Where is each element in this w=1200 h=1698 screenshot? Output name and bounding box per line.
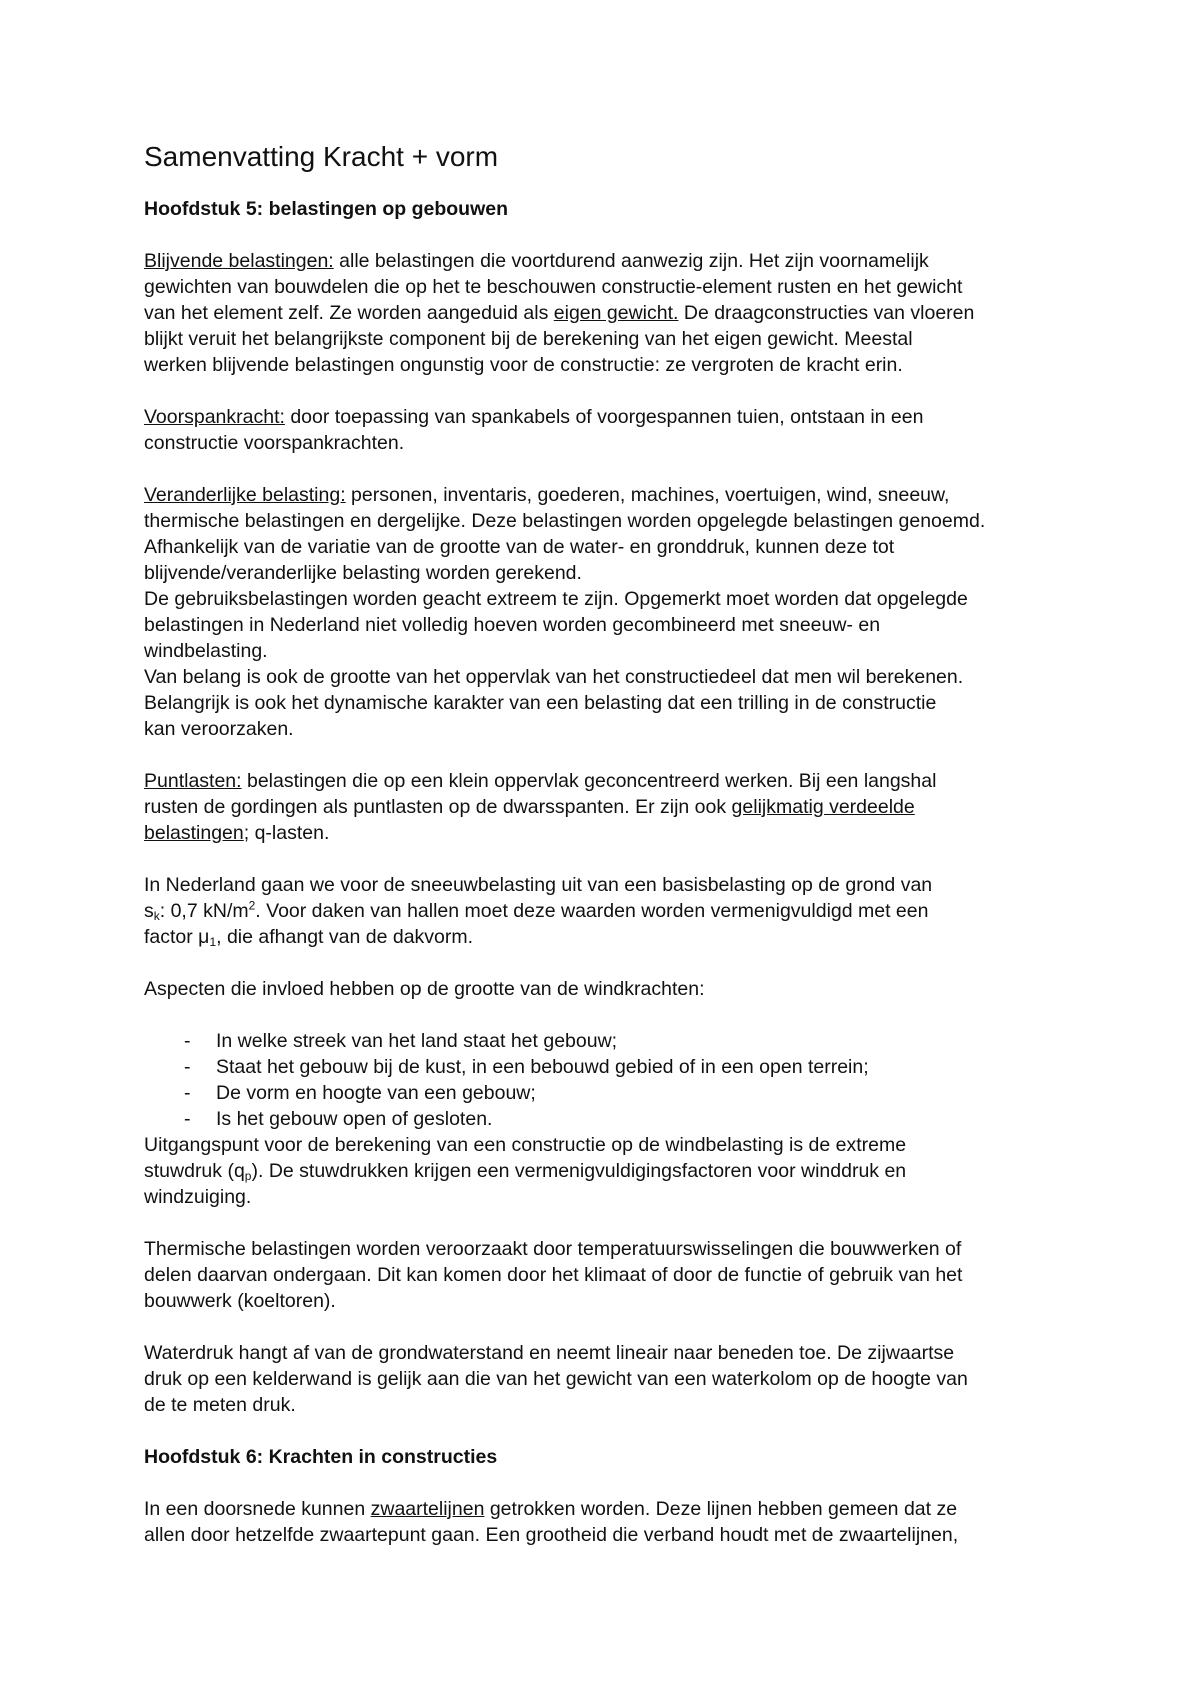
text-line: [144, 248, 1064, 274]
text-line: [144, 768, 1064, 794]
text-line: Thermische belastingen worden veroorzaakt door temperatuurswisselingen die bouwwerken of: [144, 1238, 962, 1260]
subscript: p: [244, 1169, 252, 1183]
text-line: Van belang is ook de grootte van het oppervlak van het constructiedeel dat men wil berekenen.: [144, 666, 964, 688]
text-span: ). De stuwdrukken krijgen een vermenigvuldigingsfactoren voor winddruk en: [251, 1160, 907, 1182]
paragraph-sneeuwbelasting: [144, 872, 1064, 950]
text-line: belastingen in Nederland niet volledig hoeven worden gecombineerd met sneeuw- en: [144, 614, 881, 636]
list-item-text: In welke streek van het land staat het gebouw;: [216, 1030, 618, 1052]
text-line: [144, 1158, 1064, 1184]
term-gelijkmatig-verdeelde: gelijkmatig verdeelde: [731, 796, 915, 818]
text-line: [144, 794, 1064, 820]
text-line: allen door hetzelfde zwaartepunt gaan. Een grootheid die verband houdt met de zwaartelijnen,: [144, 1524, 959, 1546]
document-page: [144, 140, 1064, 1574]
paragraph-puntlasten: [144, 768, 1064, 846]
text-span: , die afhangt van de dakvorm.: [216, 926, 474, 948]
term-veranderlijke-belasting: Veranderlijke belasting:: [144, 484, 346, 506]
text-line: blijkt veruit het belangrijkste component bij de berekening van het eigen gewicht. Meestal: [144, 328, 913, 350]
chapter-6-heading: Hoofdstuk 6: Krachten in constructies: [144, 1446, 498, 1468]
text-line: bouwwerk (koeltoren).: [144, 1290, 336, 1312]
text-line: Aspecten die invloed hebben op de grootte van de windkrachten:: [144, 978, 705, 1000]
chapter-5-heading: Hoofdstuk 5: belastingen op gebouwen: [144, 198, 509, 220]
subscript: k: [153, 909, 160, 923]
text-line: constructie voorspankrachten.: [144, 432, 405, 454]
text-line: thermische belastingen en dergelijke. Deze belastingen worden opgelegde belastingen genoemd.: [144, 510, 986, 532]
text-line: [144, 404, 1064, 430]
text-line: Uitgangspunt voor de berekening van een constructie op de windbelasting is de extreme: [144, 1134, 907, 1156]
bullet-dash: -: [184, 1056, 191, 1078]
bullet-dash: -: [184, 1108, 191, 1130]
text-span: belastingen die op een klein oppervlak geconcentreerd werken. Bij een langshal: [241, 770, 937, 792]
paragraph-voorspankracht: [144, 404, 1064, 456]
term-voorspankracht: Voorspankracht:: [144, 406, 285, 428]
list-item: [144, 1028, 1064, 1054]
text-span: s: [144, 900, 154, 922]
subscript: 1: [209, 935, 217, 949]
text-span: In een doorsnede kunnen: [144, 1498, 371, 1520]
text-line: In Nederland gaan we voor de sneeuwbelasting uit van een basisbelasting op de grond van: [144, 874, 933, 896]
term-zwaartelijnen: zwaartelijnen: [370, 1498, 485, 1520]
term-belastingen: belastingen: [144, 822, 244, 844]
text-line: [144, 924, 1064, 950]
list-item-text: Staat het gebouw bij de kust, in een bebouwd gebied of in een open terrein;: [216, 1056, 869, 1078]
text-span: De draagconstructies van vloeren: [678, 302, 975, 324]
text-span: ; q-lasten.: [243, 822, 330, 844]
text-line: Belangrijk is ook het dynamische karakter van een belasting dat een trilling in de constructie: [144, 692, 937, 714]
bullet-dash: -: [184, 1030, 191, 1052]
text-line: windzuiging.: [144, 1186, 252, 1208]
paragraph-zwaartelijnen: [144, 1496, 1064, 1548]
text-span: alle belastingen die voortdurend aanwezig zijn. Het zijn voornamelijk: [333, 250, 929, 272]
text-span: rusten de gordingen als puntlasten op de dwarsspanten. Er zijn ook: [144, 796, 732, 818]
list-item-text: De vorm en hoogte van een gebouw;: [216, 1082, 536, 1104]
text-line: [144, 482, 1064, 508]
text-line: Afhankelijk van de variatie van de grootte van de water- en gronddruk, kunnen deze tot: [144, 536, 895, 558]
text-span: . Voor daken van hallen moet deze waarden worden vermenigvuldigd met een: [255, 900, 929, 922]
paragraph-thermische-belastingen: [144, 1236, 1064, 1314]
list-item: [144, 1080, 1064, 1106]
text-span: : 0,7 kN/m: [159, 900, 249, 922]
text-span: stuwdruk (q: [144, 1160, 245, 1182]
text-line: Waterdruk hangt af van de grondwaterstand en neemt lineair naar beneden toe. De zijwaartse: [144, 1342, 955, 1364]
text-line: [144, 1496, 1064, 1522]
text-line: blijvende/veranderlijke belasting worden gerekend.: [144, 562, 582, 584]
text-line: gewichten van bouwdelen die op het te beschouwen constructie-element rusten en het gewicht: [144, 276, 963, 298]
text-line: druk op een kelderwand is gelijk aan die van het gewicht van een waterkolom op de hoogte van: [144, 1368, 968, 1390]
text-span: factor μ: [144, 926, 210, 948]
text-line: kan veroorzaken.: [144, 718, 294, 740]
wind-aspects-list: [144, 1028, 1064, 1132]
text-line: [144, 898, 1064, 924]
text-line: werken blijvende belastingen ongunstig voor de constructie: ze vergroten de kracht erin.: [144, 354, 903, 376]
text-span: personen, inventaris, goederen, machines, voertuigen, wind, sneeuw,: [345, 484, 950, 506]
paragraph-blijvende-belastingen: [144, 248, 1064, 378]
paragraph-waterdruk: [144, 1340, 1064, 1418]
text-line: De gebruiksbelastingen worden geacht extreem te zijn. Opgemerkt moet worden dat opgelegde: [144, 588, 968, 610]
text-span: getrokken worden. Deze lijnen hebben gemeen dat ze: [484, 1498, 958, 1520]
text-line: delen daarvan ondergaan. Dit kan komen door het klimaat of door de functie of gebruik van het: [144, 1264, 963, 1286]
paragraph-windkrachten: [144, 976, 1064, 1002]
term-blijvende-belastingen: Blijvende belastingen:: [144, 250, 334, 272]
document-title: Samenvatting Kracht + vorm: [144, 141, 499, 172]
bullet-dash: -: [184, 1082, 191, 1104]
term-eigen-gewicht: eigen gewicht.: [553, 302, 679, 324]
text-span: door toepassing van spankabels of voorgespannen tuien, ontstaan in een: [284, 406, 924, 428]
list-item-text: Is het gebouw open of gesloten.: [216, 1108, 493, 1130]
paragraph-veranderlijke-belasting: [144, 482, 1064, 742]
list-item: [144, 1106, 1064, 1132]
text-line: [144, 820, 1064, 846]
superscript: 2: [248, 898, 256, 913]
text-line: [144, 300, 1064, 326]
list-item: [144, 1054, 1064, 1080]
text-line: de te meten druk.: [144, 1394, 296, 1416]
term-puntlasten: Puntlasten:: [144, 770, 242, 792]
text-line: windbelasting.: [144, 640, 268, 662]
text-span: van het element zelf. Ze worden aangeduid als: [144, 302, 554, 324]
